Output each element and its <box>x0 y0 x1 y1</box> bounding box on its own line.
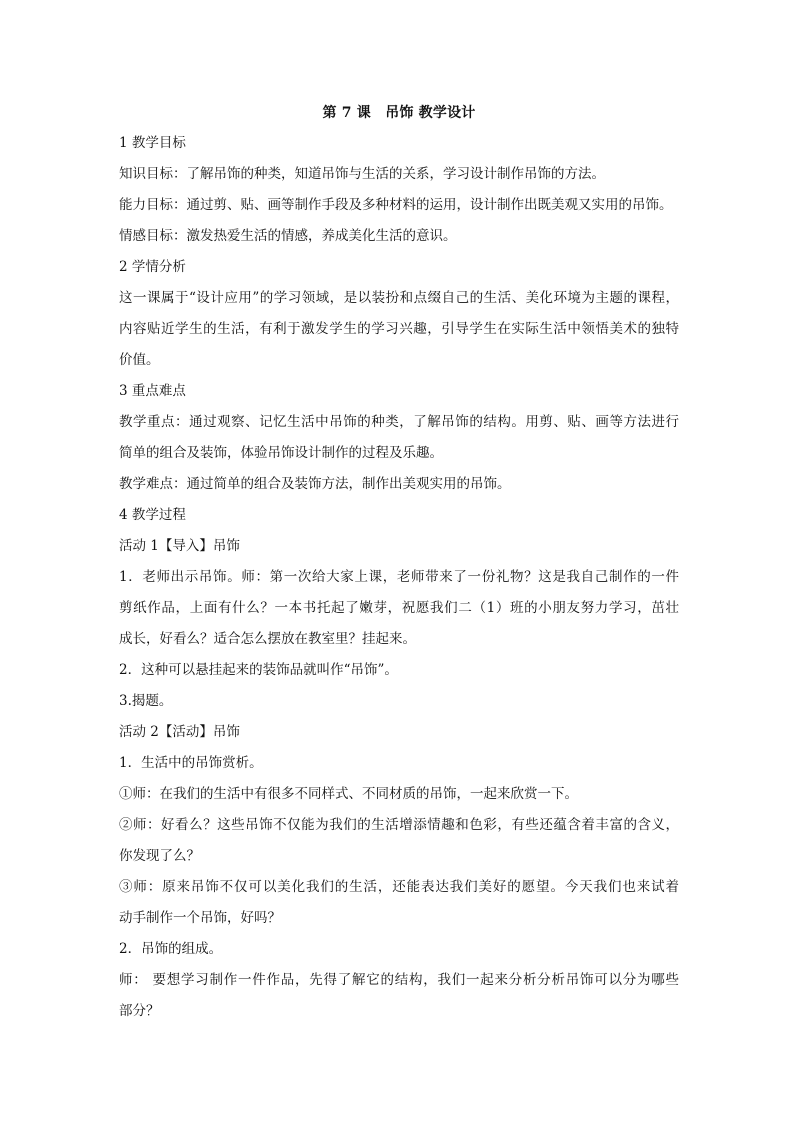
key-point-line: 简单的组合及装饰，体验吊饰设计制作的过程及乐趣。 <box>119 445 443 461</box>
key-point-line: 教学重点：通过观察、记忆生活中吊饰的种类，了解吊饰的结构。用剪、贴、画等方法进行 <box>119 414 679 430</box>
document-body <box>119 98 679 1027</box>
heading-key-points: 3 重点难点 <box>119 383 186 399</box>
activity-line: 师： 要想学习制作一件作品，先得了解它的结构，我们一起来分析分析吊饰可以分为哪些 <box>119 972 679 988</box>
emotion-goal: 情感目标：激发热爱生活的情感，养成美化生活的意识。 <box>119 228 457 244</box>
heading-teaching-process: 4 教学过程 <box>119 507 186 523</box>
activity-line: ③师：原来吊饰不仅可以美化我们的生活，还能表达我们美好的愿望。今天我们也来试着 <box>119 879 679 895</box>
activity-line: 1．老师出示吊饰。师：第一次给大家上课，老师带来了一份礼物？这是我自己制作的一件 <box>119 569 679 585</box>
activity-1-heading: 活动 1【导入】吊饰 <box>119 538 240 554</box>
paragraph-line: 内容贴近学生的生活，有利于激发学生的学习兴趣，引导学生在实际生活中领悟美术的独特 <box>119 321 679 337</box>
heading-teaching-goals: 1 教学目标 <box>119 135 186 151</box>
paragraph-line: 价值。 <box>119 352 160 368</box>
activity-line: 1．生活中的吊饰赏析。 <box>119 755 263 771</box>
difficult-point-line: 教学难点：通过简单的组合及装饰方法，制作出美观实用的吊饰。 <box>119 476 511 492</box>
heading-student-analysis: 2 学情分析 <box>119 259 186 275</box>
activity-line: ①师：在我们的生活中有很多不同样式、不同材质的吊饰，一起来欣赏一下。 <box>119 786 578 802</box>
ability-goal: 能力目标：通过剪、贴、画等制作手段及多种材料的运用，设计制作出既美观又实用的吊饰。 <box>119 197 673 213</box>
activity-line: 3.揭题。 <box>119 693 173 709</box>
activity-line: 成长，好看么？适合怎么摆放在教室里？挂起来。 <box>119 631 416 647</box>
knowledge-goal: 知识目标：了解吊饰的种类，知道吊饰与生活的关系，学习设计制作吊饰的方法。 <box>119 166 605 182</box>
activity-line: 2．吊饰的组成。 <box>119 941 223 957</box>
activity-line: 你发现了么？ <box>119 848 200 864</box>
activity-line: 剪纸作品，上面有什么？一本书托起了嫩芽，祝愿我们二（1）班的小朋友努力学习，茁壮 <box>119 600 679 616</box>
activity-line: ②师：好看么？这些吊饰不仅能为我们的生活增添情趣和色彩，有些还蕴含着丰富的含义， <box>119 817 679 833</box>
activity-2-heading: 活动 2【活动】吊饰 <box>119 724 240 740</box>
activity-line: 部分？ <box>119 1003 160 1019</box>
activity-line: 2．这种可以悬挂起来的装饰品就叫作“吊饰”。 <box>119 662 398 678</box>
activity-line: 动手制作一个吊饰，好吗？ <box>119 910 281 926</box>
document-title: 第 7 课 吊饰 教学设计 <box>322 105 476 121</box>
paragraph-line: 这一课属于“设计应用”的学习领域，是以装扮和点缀自己的生活、美化环境为主题的课程， <box>119 290 679 306</box>
